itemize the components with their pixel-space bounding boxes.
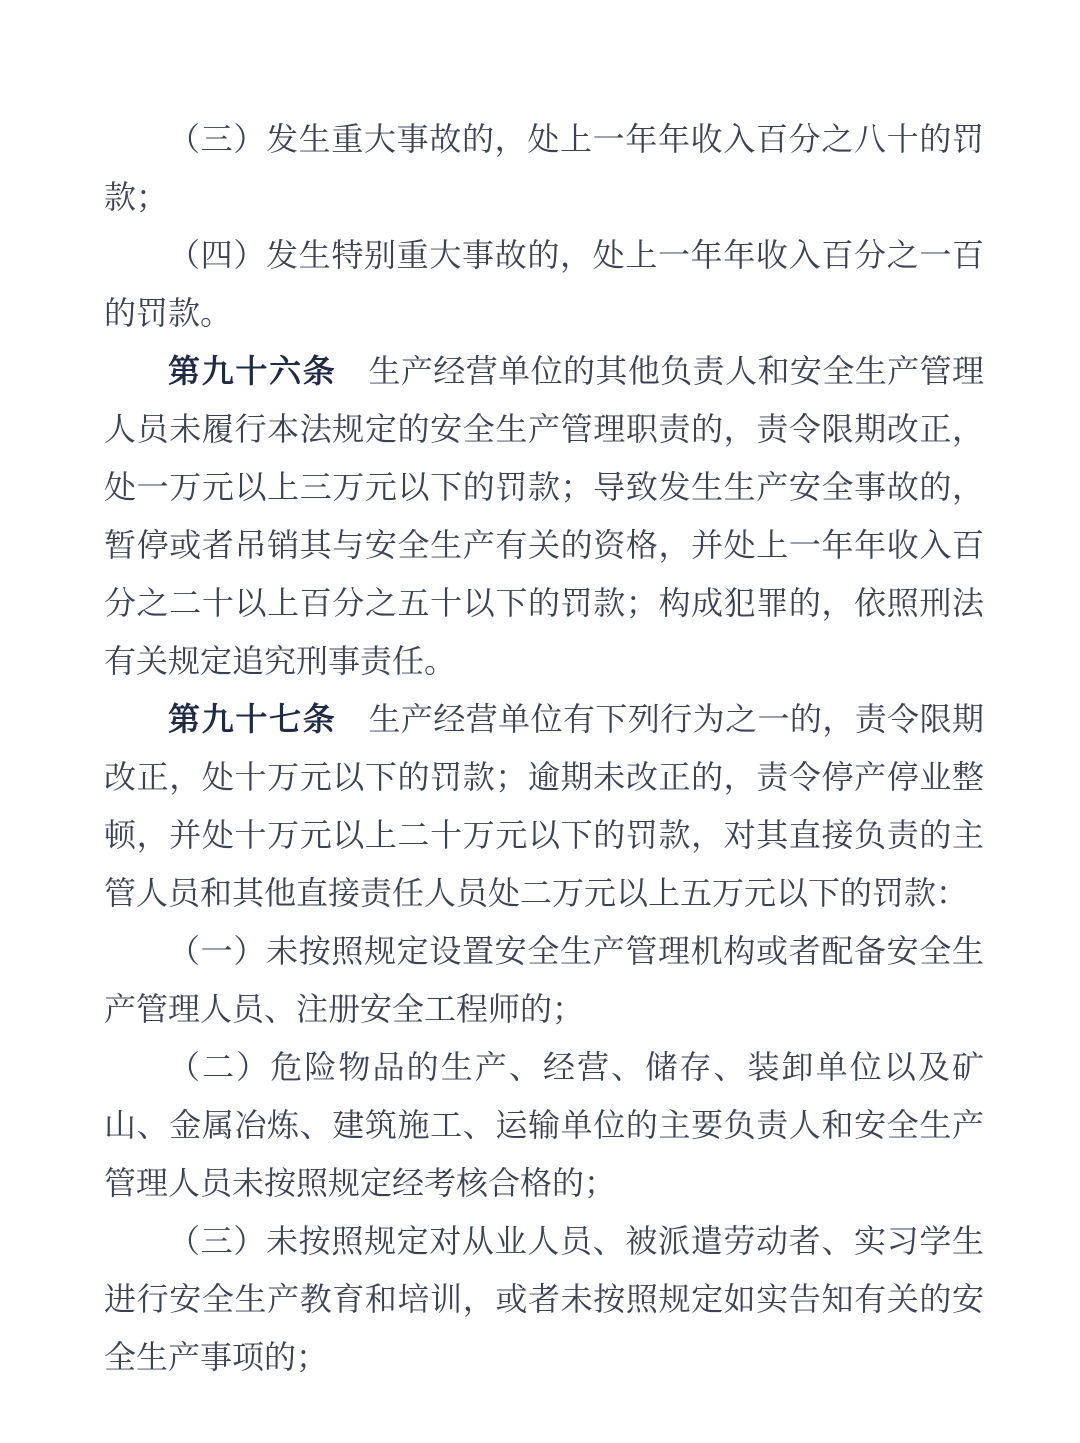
clause-item-2-assessment-qualification: （二）危险物品的生产、经营、储存、装卸单位以及矿山、金属冶炼、建筑施工、运输单位的主要负责人和安全生产管理人员未按照规定经考核合格的； (104, 1049, 984, 1201)
paragraph-article-97 (104, 690, 984, 922)
clause-item-4-extraordinary-accident: （四）发生特别重大事故的，处上一年年收入百分之一百的罚款。 (104, 237, 984, 331)
clause-item-3-major-accident: （三）发生重大事故的，处上一年年收入百分之八十的罚款； (104, 121, 984, 215)
clause-item-1-management-setup: （一）未按照规定设置安全生产管理机构或者配备安全生产管理人员、注册安全工程师的； (104, 933, 984, 1027)
clause-item-3-education-training: （三）未按照规定对从业人员、被派遣劳动者、实习学生进行安全生产教育和培训，或者未按照规定如实告知有关的安全生产事项的； (104, 1223, 984, 1375)
paragraph-article-96 (104, 342, 984, 690)
article-96-number: 第九十六条 (168, 353, 337, 389)
article-96-text: 生产经营单位的其他负责人和安全生产管理人员未履行本法规定的安全生产管理职责的，责令限期改正，处一万元以上三万元以下的罚款；导致发生生产安全事故的，暂停或者吊销其与安全生产有关的资格，并处上一年年收入百分之二十以上百分之五十以下的罚款；构成犯罪的，依照刑法有关规定追究刑事责任。 (104, 353, 984, 679)
article-97-text: 生产经营单位有下列行为之一的，责令限期改正，处十万元以下的罚款；逾期未改正的，责令停产停业整顿，并处十万元以上二十万元以下的罚款，对其直接负责的主管人员和其他直接责任人员处二万元以上五万元以下的罚款： (104, 701, 984, 911)
article-97-number: 第九十七条 (168, 701, 337, 737)
